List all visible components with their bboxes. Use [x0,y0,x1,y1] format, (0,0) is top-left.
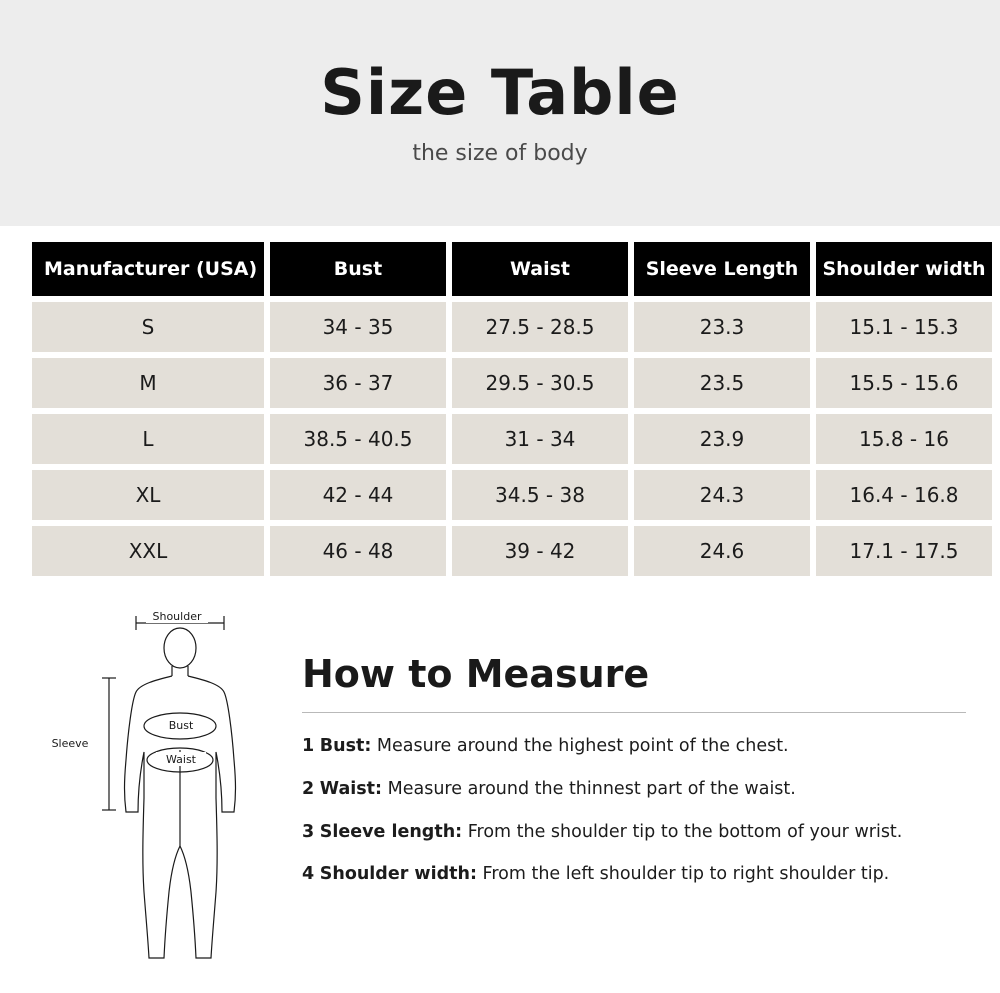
cell-shoulder-width: 16.4 - 16.8 [816,470,992,520]
table-row [32,358,992,408]
measure-instruction-waist [302,778,972,801]
cell-shoulder-width: 15.1 - 15.3 [816,302,992,352]
measure-instruction-shoulder-width [302,863,972,886]
instruction-term: Shoulder width: [319,864,477,885]
cell-bust: 34 - 35 [270,302,446,352]
figure-label-waist: Waist [165,753,197,766]
page-title: Size Table [320,55,680,129]
figure-label-shoulder: Shoulder [152,610,202,623]
cell-size: L [32,414,264,464]
instruction-term: Waist: [319,778,383,799]
instruction-term: Bust: [319,736,372,756]
cell-bust: 36 - 37 [270,358,446,408]
cell-sleeve-length: 23.5 [634,358,810,408]
cell-sleeve-length: 24.3 [634,470,810,520]
cell-shoulder-width: 15.5 - 15.6 [816,358,992,408]
cell-waist: 31 - 34 [452,414,628,464]
cell-shoulder-width: 17.1 - 17.5 [816,526,992,576]
size-table-container [0,226,1000,582]
body-figure-container [28,600,290,960]
instruction-number: 4 [302,864,315,885]
how-to-measure-section [300,600,972,960]
cell-bust: 38.5 - 40.5 [270,414,446,464]
column-header-sleeve-length: Sleeve Length [634,242,810,296]
instruction-text: From the left shoulder tip to right shoulder tip. [482,864,890,885]
instruction-text: From the shoulder tip to the bottom of your wrist. [467,821,903,842]
column-header-bust: Bust [270,242,446,296]
page-header [0,0,1000,226]
cell-sleeve-length: 23.3 [634,302,810,352]
how-to-measure-title: How to Measure [302,652,650,696]
table-row [32,470,992,520]
cell-size: XL [32,470,264,520]
body-diagram-icon [28,600,290,960]
table-header-row [32,242,992,296]
cell-waist: 39 - 42 [452,526,628,576]
cell-bust: 46 - 48 [270,526,446,576]
bottom-section [0,582,1000,960]
cell-size: M [32,358,264,408]
measure-instruction-bust [302,735,972,758]
cell-shoulder-width: 15.8 - 16 [816,414,992,464]
column-header-shoulder-width: Shoulder width [816,242,992,296]
figure-label-sleeve: Sleeve [51,737,89,750]
cell-bust: 42 - 44 [270,470,446,520]
page-subtitle: the size of body [412,141,588,167]
instruction-number: 3 [302,821,315,842]
divider [302,712,966,713]
table-row [32,414,992,464]
column-header-manufacturer: Manufacturer (USA) [32,242,264,296]
table-row [32,526,992,576]
instruction-term: Sleeve length: [319,821,463,842]
instruction-text: Measure around the highest point of the chest. [376,736,789,756]
cell-sleeve-length: 24.6 [634,526,810,576]
cell-size: S [32,302,264,352]
size-table [26,236,998,582]
cell-sleeve-length: 23.9 [634,414,810,464]
table-row [32,302,992,352]
cell-size: XXL [32,526,264,576]
cell-waist: 27.5 - 28.5 [452,302,628,352]
instruction-number: 2 [302,778,315,799]
column-header-waist: Waist [452,242,628,296]
instruction-number: 1 [302,736,315,756]
instruction-text: Measure around the thinnest part of the waist. [387,778,796,799]
figure-label-bust: Bust [168,719,194,732]
cell-waist: 29.5 - 30.5 [452,358,628,408]
measure-instruction-sleeve-length [302,821,972,844]
cell-waist: 34.5 - 38 [452,470,628,520]
